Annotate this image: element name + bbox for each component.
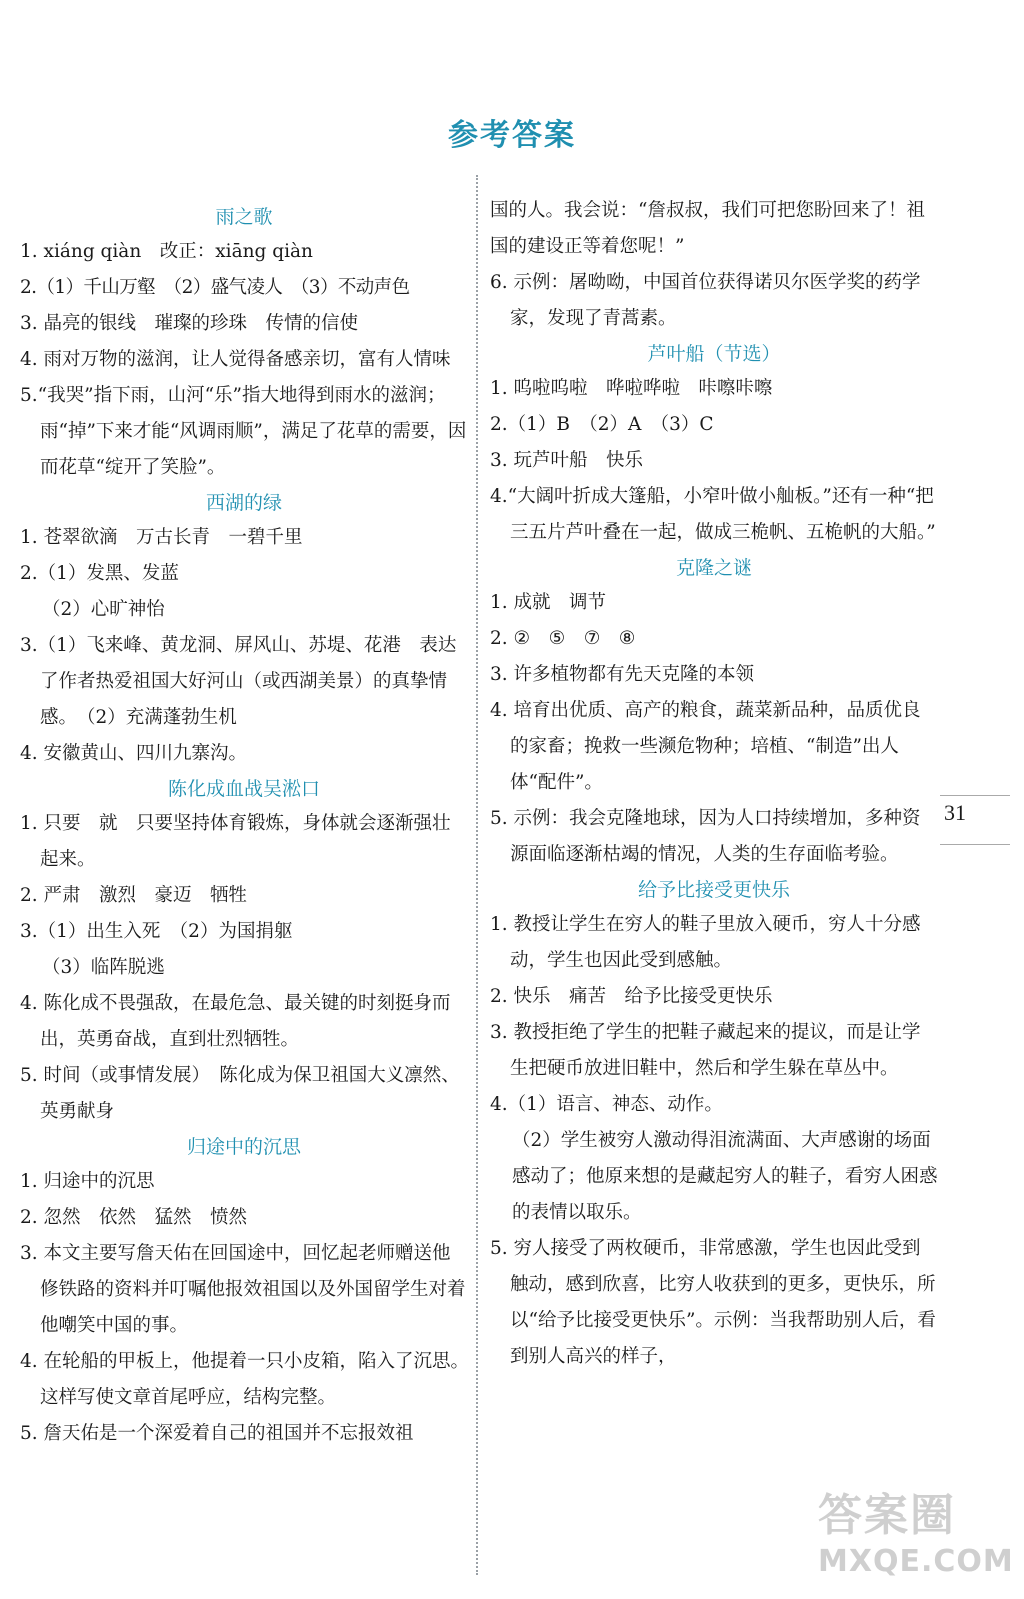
answer-subitem: （3）临阵脱逃 [42,957,165,978]
answer-item: 5. 时间（或事情发展） 陈化成为保卫祖国大义凛然、英勇献身 [20,1065,460,1122]
right-column [490,193,938,1375]
answer-item: 4. 安徽黄山、四川九寨沟。 [20,743,248,764]
section-title-guitu: 归途中的沉思 [186,1136,301,1158]
answer-continuation: 国的人。我会说：“詹叔叔，我们可把您盼回来了！祖国的建设正等着您呢！” [490,200,925,257]
answer-item: 2. 忽然 依然 猛然 愤然 [20,1207,248,1228]
answer-item: 1. 呜啦呜啦 哗啦哗啦 咔嚓咔嚓 [490,378,773,399]
answer-item: 2.（1）发黑、发蓝 [20,563,179,584]
section-title-yuzhige: 雨之歌 [215,206,273,228]
answer-item: 4. 陈化成不畏强敌，在最危急、最关键的时刻挺身而出，英勇奋战，直到壮烈牺牲。 [20,993,451,1050]
answer-item: 2.（1）B （2）A （3）C [490,414,714,435]
answer-item: 3. 晶亮的银线 璀璨的珍珠 传情的信使 [20,313,359,334]
answer-item: 3. 玩芦叶船 快乐 [490,450,644,471]
page-number: 31 [944,800,966,825]
section-title-kelong: 克隆之谜 [675,557,752,579]
section-title-jiyu: 给予比接受更快乐 [637,879,790,901]
answer-item: 5. 穷人接受了两枚硬币，非常感激，学生也因此受到触动，感到欣喜，比穷人收获到的更多，更快乐，所以“给予比接受更快乐”。示例：当我帮助别人后，看到别人高兴的样子， [490,1238,936,1367]
answer-item: 3. 许多植物都有先天克隆的本领 [490,664,755,685]
watermark [818,1488,1014,1588]
answer-item: 2. 快乐 痛苦 给予比接受更快乐 [490,986,773,1007]
answer-item: 4.“大阔叶折成大篷船，小窄叶做小舢板。”还有一种“把三五片芦叶叠在一起，做成三桅帆、五桅帆的大船。” [490,486,936,543]
answer-item: 3.（1）出生入死 （2）为国捐躯 [20,921,293,942]
answer-subitem: （2）学生被穷人激动得泪流满面、大声感谢的场面感动了；他原来想的是藏起穷人的鞋子，看穷人困惑的表情以取乐。 [512,1130,938,1223]
answer-item: 6. 示例：屠呦呦，中国首位获得诺贝尔医学奖的药学家，发现了青蒿素。 [490,272,921,329]
watermark-logo: 答案圈 [818,1490,956,1541]
answer-subitem: （2）心旷神怡 [42,599,165,620]
left-column [20,200,479,1452]
answer-item: 4.（1）语言、神态、动作。 [490,1094,723,1115]
answer-item: 4. 在轮船的甲板上，他提着一只小皮箱，陷入了沉思。 这样写使文章首尾呼应，结构完整。 [20,1351,479,1408]
section-title-xihu: 西湖的绿 [205,492,282,514]
answer-item: 4. 雨对万物的滋润，让人觉得备感亲切，富有人情味 [20,349,451,370]
answer-item: 3.（1）飞来峰、黄龙洞、屏风山、苏堤、花港 表达了作者热爱祖国大好河山（或西湖美景）的真挚情感。 （2）充满蓬勃生机 [20,635,457,728]
answer-item: 2. 严肃 激烈 豪迈 牺牲 [20,885,248,906]
answer-item: 1. 归途中的沉思 [20,1171,155,1192]
answer-item: 4. 培育出优质、高产的粮食，蔬菜新品种，品质优良的家畜；挽救一些濒危物种；培植、“制造”出人体“配件”。 [490,700,921,793]
watermark-url: MXQE.COM [818,1544,1014,1579]
section-title-chenhuacheng: 陈化成血战吴淞口 [167,778,320,800]
answer-item: 5. 示例：我会克隆地球，因为人口持续增加，多种资源面临逐渐枯竭的情况，人类的生存面临考验。 [490,808,921,865]
answer-item: 3. 教授拒绝了学生的把鞋子藏起来的提议，而是让学生把硬币放进旧鞋中，然后和学生躲在草丛中。 [490,1022,921,1079]
answer-item: 1. 只要 就 只要坚持体育锻炼，身体就会逐渐强壮起来。 [20,813,451,870]
answer-item: 1. 教授让学生在穷人的鞋子里放入硬币，穷人十分感动，学生也因此受到感触。 [490,914,921,971]
page-title: 参考答案 [448,118,576,153]
answer-item: 5. 詹天佑是一个深爱着自己的祖国并不忘报效祖 [20,1423,414,1444]
answer-item: 2.（1）千山万壑 （2）盛气凌人 （3）不动声色 [20,277,410,298]
answer-item: 5.“我哭”指下雨，山河“乐”指大地得到雨水的滋润；雨“掉”下来才能“风调雨顺”，满足了花草的需要，因而花草“绽开了笑脸”。 [20,385,467,478]
section-title-luyechuan: 芦叶船（节选） [647,343,781,365]
answer-item: 1. 成就 调节 [490,592,607,613]
answer-item: 1. xiáng qiàn 改正：xiāng qiàn [20,241,313,262]
answer-item: 1. 苍翠欲滴 万古长青 一碧千里 [20,527,303,548]
answer-item: 2. ② ⑤ ⑦ ⑧ [490,628,636,649]
answer-item: 3. 本文主要写詹天佑在回国途中，回忆起老师赠送他修铁路的资料并叮嘱他报效祖国以及外国留学生对着他嘲笑中国的事。 [20,1243,466,1336]
